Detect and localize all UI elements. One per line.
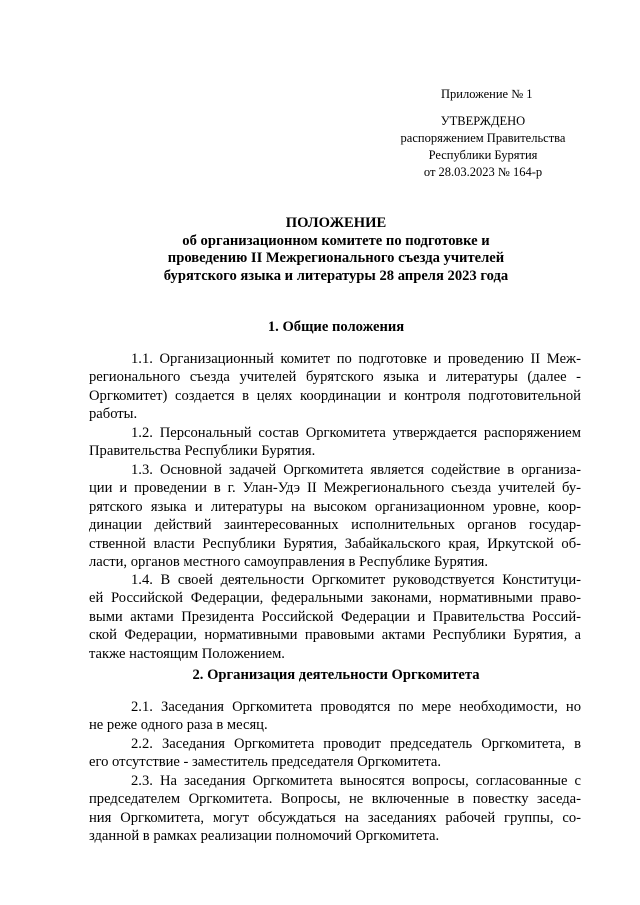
text-line: 1.3. Основной задачей Оргкомитета является содействие в организа- bbox=[131, 462, 581, 478]
text-line: 2.1. Заседания Оргкомитета проводятся по мере необходимости, но bbox=[131, 699, 581, 715]
text-line: ей Российской Федерации, федеральными законами, нормативными право- bbox=[89, 590, 581, 607]
approval-line: УТВЕРЖДЕНО bbox=[440, 114, 526, 128]
text-line: ния Оргкомитета, могут обсуждаться на заседаниях рабочей группы, со- bbox=[89, 809, 581, 826]
text-line: динации действий заинтересованных исполнительных органов государ- bbox=[89, 517, 581, 534]
text-line: также настоящим Положением. bbox=[89, 645, 285, 662]
paragraph bbox=[89, 424, 581, 461]
text-line: выми актами Президента Российской Федерации и Правительства Россий- bbox=[89, 608, 581, 625]
text-line: не реже одного раза в месяц. bbox=[89, 717, 268, 734]
document-title bbox=[90, 215, 582, 285]
text-line: ственной власти Республики Бурятия, Забайкальского края, Иркутской об- bbox=[89, 535, 581, 552]
text-line: рятского языка и литературы на высоком организационном уровне, коор- bbox=[89, 498, 581, 515]
text-line: ласти, органов местного самоуправления в Республике Бурятия. bbox=[89, 554, 489, 571]
approval-line: распоряжением Правительства bbox=[400, 131, 566, 145]
text-line: Правительства Республики Бурятия. bbox=[89, 443, 316, 460]
text-line: зданной в рамках реализации полномочий Оргкомитета. bbox=[89, 828, 440, 845]
paragraph bbox=[89, 698, 581, 735]
text-line: 2.3. На заседания Оргкомитета выносятся вопросы, согласованные с bbox=[131, 773, 581, 789]
paragraph bbox=[89, 735, 581, 772]
section-heading: 2. Организация деятельности Оргкомитета bbox=[192, 667, 480, 683]
approval-stamp bbox=[392, 113, 574, 181]
text-line: председателем Оргкомитета. Вопросы, не включенные в повестку заседа- bbox=[89, 791, 581, 808]
title-line: об организационном комитете по подготовке и bbox=[182, 232, 490, 249]
annex-number: Приложение № 1 bbox=[441, 87, 533, 101]
text-line: его отсутствие - заместитель председателя Оргкомитета. bbox=[89, 754, 442, 771]
paragraph bbox=[89, 571, 581, 663]
text-line: ской Федерации, нормативными правовыми актами Республики Бурятия, а bbox=[89, 627, 581, 644]
text-line: регионального съезда учителей бурятского языка и литературы (далее - bbox=[89, 369, 581, 386]
approval-line: от 28.03.2023 № 164-р bbox=[423, 165, 543, 179]
title-line: проведению II Межрегионального съезда учителей bbox=[167, 250, 505, 266]
title-line: бурятского языка и литературы 28 апреля 2023 года bbox=[163, 267, 509, 284]
text-line: 1.2. Персональный состав Оргкомитета утверждается распоряжением bbox=[131, 425, 581, 441]
text-line: работы. bbox=[89, 406, 138, 423]
paragraph bbox=[89, 772, 581, 846]
text-line: Оргкомитет) создается в целях координации и контроля подготовительной bbox=[89, 387, 581, 404]
text-line: 1.4. В своей деятельности Оргкомитет руководствуется Конституци- bbox=[131, 572, 581, 588]
text-line: 2.2. Заседания Оргкомитета проводит председатель Оргкомитета, в bbox=[131, 736, 581, 752]
text-line: ции и проведении в г. Улан-Удэ II Межрегионального съезда учителей бу- bbox=[89, 480, 581, 497]
section-heading: 1. Общие положения bbox=[267, 319, 405, 335]
approval-line: Республики Бурятия bbox=[428, 148, 538, 162]
title-line: ПОЛОЖЕНИЕ bbox=[285, 215, 387, 231]
paragraph bbox=[89, 461, 581, 571]
paragraph bbox=[89, 350, 581, 424]
text-line: 1.1. Организационный комитет по подготовке и проведению II Меж- bbox=[131, 351, 581, 367]
